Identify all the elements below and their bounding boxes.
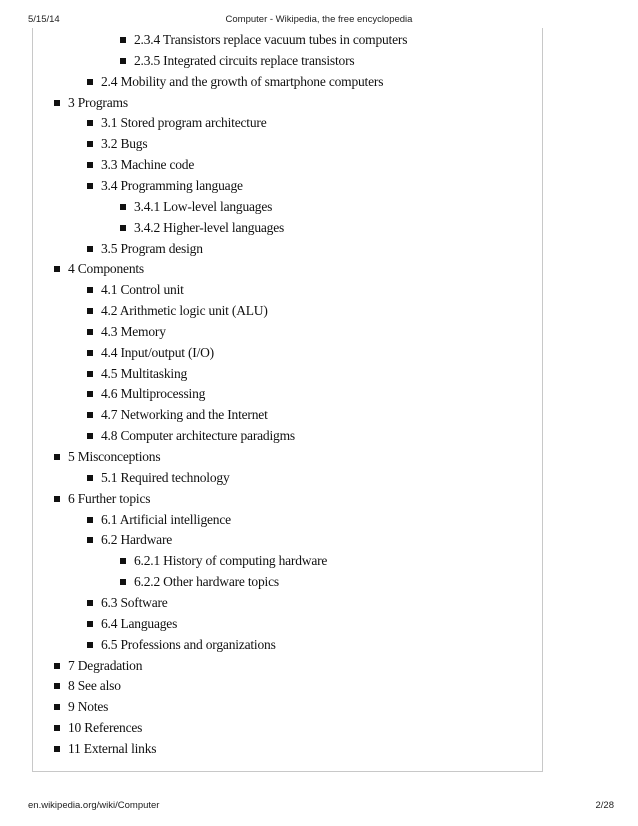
square-bullet-icon (87, 642, 93, 648)
header-date: 5/15/14 (28, 14, 60, 25)
toc-item-label: 4.4 Input/output (I/O) (101, 344, 214, 360)
toc-item[interactable] (101, 530, 172, 550)
toc-item-label: 4.7 Networking and the Internet (101, 407, 268, 423)
toc-item[interactable] (134, 218, 284, 238)
square-bullet-icon (87, 433, 93, 439)
toc-item-label: 4.6 Multiprocessing (101, 386, 206, 402)
toc-item-label: 6.4 Languages (101, 615, 178, 631)
toc-item-label: 3 Programs (68, 94, 128, 110)
square-bullet-icon (120, 558, 126, 564)
toc-item-label: 3.2 Bugs (101, 136, 148, 152)
toc-item[interactable] (101, 510, 231, 530)
toc-item[interactable] (101, 384, 205, 404)
footer-page-number: 2/28 (595, 800, 614, 811)
toc-item-label: 8 See also (68, 678, 121, 694)
square-bullet-icon (120, 225, 126, 231)
toc-item[interactable] (101, 280, 184, 300)
square-bullet-icon (87, 412, 93, 418)
toc-item-label: 2.4 Mobility and the growth of smartphone computers (101, 73, 384, 89)
toc-item-label: 3.4.2 Higher-level languages (134, 219, 285, 235)
toc-item[interactable] (101, 239, 203, 259)
toc-item-label: 6 Further topics (68, 490, 151, 506)
toc-item[interactable] (68, 739, 156, 759)
toc-item-label: 2.3.5 Integrated circuits replace transistors (134, 52, 355, 68)
square-bullet-icon (120, 58, 126, 64)
square-bullet-icon (87, 287, 93, 293)
toc-item-label: 4.1 Control unit (101, 282, 184, 298)
square-bullet-icon (54, 725, 60, 731)
square-bullet-icon (54, 454, 60, 460)
square-bullet-icon (54, 266, 60, 272)
toc-item[interactable] (101, 134, 147, 154)
square-bullet-icon (87, 79, 93, 85)
square-bullet-icon (87, 350, 93, 356)
toc-item[interactable] (68, 697, 108, 717)
square-bullet-icon (120, 37, 126, 43)
toc-item[interactable] (101, 176, 243, 196)
toc-item[interactable] (68, 656, 142, 676)
square-bullet-icon (87, 621, 93, 627)
toc-item[interactable] (68, 447, 160, 467)
toc-item[interactable] (134, 30, 407, 50)
toc-item[interactable] (101, 593, 168, 613)
toc-item-label: 4.8 Computer architecture paradigms (101, 428, 295, 444)
toc-item[interactable] (68, 93, 128, 113)
toc-item-label: 6.3 Software (101, 594, 168, 610)
toc-item[interactable] (101, 113, 266, 133)
toc-item-label: 3.4 Programming language (101, 177, 243, 193)
toc-item[interactable] (101, 614, 177, 634)
square-bullet-icon (54, 704, 60, 710)
header-title: Computer - Wikipedia, the free encyclopedia (225, 14, 413, 25)
toc-item[interactable] (101, 155, 194, 175)
square-bullet-icon (87, 537, 93, 543)
toc-item-label: 5.1 Required technology (101, 469, 230, 485)
square-bullet-icon (87, 120, 93, 126)
toc-item-label: 7 Degradation (68, 657, 143, 673)
toc-item[interactable] (101, 426, 295, 446)
square-bullet-icon (87, 371, 93, 377)
toc-item-label: 3.3 Machine code (101, 157, 195, 173)
toc-item-label: 4.5 Multitasking (101, 365, 188, 381)
toc-item-label: 6.5 Professions and organizations (101, 636, 276, 652)
toc-item-label: 6.2 Hardware (101, 532, 173, 548)
toc-item-label: 5 Misconceptions (68, 449, 161, 464)
square-bullet-icon (54, 746, 60, 752)
toc-item[interactable] (68, 259, 144, 279)
toc-item-label: 9 Notes (68, 699, 109, 715)
toc-item-label: 4 Components (68, 261, 144, 277)
toc-item[interactable] (68, 489, 150, 509)
square-bullet-icon (87, 308, 93, 314)
toc-item-label: 11 External links (68, 740, 157, 756)
square-bullet-icon (87, 141, 93, 147)
toc-item[interactable] (101, 364, 187, 384)
square-bullet-icon (120, 204, 126, 210)
toc-item[interactable] (101, 405, 268, 425)
toc-item-label: 4.2 Arithmetic logic unit (ALU) (101, 303, 268, 319)
square-bullet-icon (54, 663, 60, 669)
toc-item-label: 3.1 Stored program architecture (101, 115, 267, 131)
toc-item-label: 10 References (68, 720, 143, 736)
toc-item[interactable] (134, 51, 354, 71)
square-bullet-icon (87, 246, 93, 252)
square-bullet-icon (54, 683, 60, 689)
toc-item-label: 4.3 Memory (101, 323, 166, 339)
toc-item[interactable] (68, 718, 142, 738)
toc-item-label: 2.3.4 Transistors replace vacuum tubes in computers (134, 32, 408, 47)
square-bullet-icon (120, 579, 126, 585)
toc-item[interactable] (101, 301, 268, 321)
toc-item[interactable] (68, 676, 121, 696)
toc-item[interactable] (101, 322, 166, 342)
square-bullet-icon (87, 183, 93, 189)
toc-item[interactable] (101, 343, 214, 363)
square-bullet-icon (87, 475, 93, 481)
square-bullet-icon (87, 329, 93, 335)
toc-item[interactable] (134, 197, 272, 217)
square-bullet-icon (87, 517, 93, 523)
toc-item[interactable] (101, 468, 230, 488)
toc-item-label: 3.4.1 Low-level languages (134, 198, 273, 214)
square-bullet-icon (54, 496, 60, 502)
toc-item-label: 6.1 Artificial intelligence (101, 511, 231, 527)
square-bullet-icon (54, 100, 60, 106)
square-bullet-icon (87, 600, 93, 606)
toc-item-label: 6.2.2 Other hardware topics (134, 574, 279, 590)
footer-url: en.wikipedia.org/wiki/Computer (28, 800, 160, 811)
toc-item[interactable] (134, 551, 327, 571)
toc-item[interactable] (101, 72, 383, 92)
toc-item[interactable] (134, 572, 279, 592)
toc-item-label: 6.2.1 History of computing hardware (134, 553, 328, 569)
square-bullet-icon (87, 391, 93, 397)
toc-item-label: 3.5 Program design (101, 240, 203, 256)
toc-item[interactable] (101, 635, 276, 655)
square-bullet-icon (87, 162, 93, 168)
